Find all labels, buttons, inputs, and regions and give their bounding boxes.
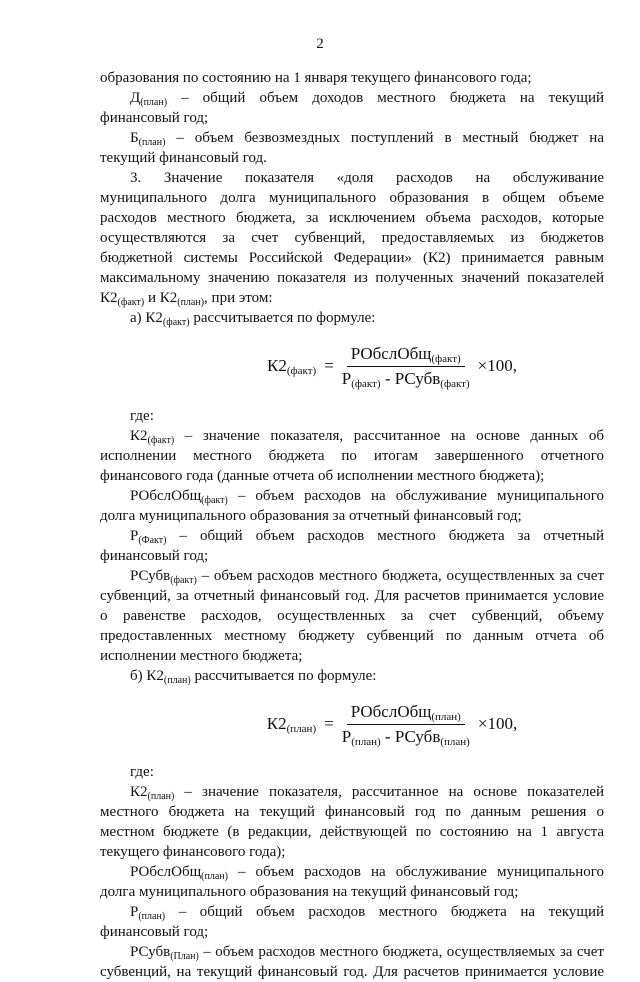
definition-b-plan: $Б_{(план)}$ – объем безвозмездных поступлений в местный бюджет на [130, 130, 604, 148]
paragraph-3-line: муниципального долга муниципального образования в общем объеме [100, 190, 604, 206]
definition-robsl-fact: РОбслОбщ$_{(факт)}$ – объем расходов на обслуживание муниципального [130, 488, 604, 506]
paragraph-3-line: осуществляются за счет субвенций, предоставляемых из бюджетов [100, 230, 604, 246]
text-line: о равенстве расходов, осуществленных за счет субвенций, объему [100, 608, 604, 624]
text-line: образования по состоянию на 1 января текущего финансового года; [100, 70, 532, 86]
document-body [100, 68, 604, 982]
definition-r-fact: $Р_{(Факт)}$ – общий объем расходов местного бюджета за отчетный [130, 528, 604, 546]
where-label: где: [130, 408, 154, 424]
formula-numerator: РОбслОбщ$_{(факт)}$ [347, 344, 465, 367]
text-line: местном бюджете (в редакции, действующей по состоянию на 1 августа [100, 824, 604, 840]
text-line: местного бюджета на текущий финансовый год по данным решения о [100, 804, 604, 820]
definition-rsubv-plan: РСубв$_{(План)}$ – объем расходов местного бюджета, осуществляемых за счет [130, 944, 604, 962]
text-line: исполнении местного бюджета по итогам завершенного отчетного [100, 448, 604, 464]
paragraph-3-line: $К2_{(факт)}$ и $К2_{(план)}$, при этом: [100, 290, 273, 308]
formula-k2-fact: $К2_{(факт)}$ = $\frac{РОбслОбщ_{(факт)}}{Р_{(факт)} - РСубв_{(факт)}}$ ×100, [267, 343, 517, 390]
text-line: долга муниципального образования за отчетный финансовый год; [100, 508, 522, 524]
paragraph-3-line: бюджетной системы Российской Федерации» (К2) принимается равным [100, 250, 604, 266]
formula-numerator: РОбслОбщ$_{(план)}$ [347, 702, 465, 725]
definition-r-plan: $Р_{(план)}$ – общий объем расходов местного бюджета на текущий [130, 904, 604, 922]
where-label: где: [130, 764, 154, 780]
text-line: субвенций, за отчетный финансовый год. Для расчетов принимается условие [100, 588, 604, 604]
formula-fraction [338, 702, 474, 747]
page-number: 2 [316, 36, 324, 52]
item-b-heading: б) $К2_{(план)}$ рассчитывается по формуле: [130, 668, 377, 686]
formula-denominator: $Р_{(факт)}$ - РСубв$_{(факт)}$ [341, 368, 470, 390]
formula-fraction [338, 344, 474, 389]
text-line: финансовый год; [100, 924, 209, 940]
definition-k2-fact: $К2_{(факт)}$ – значение показателя, рассчитанное на основе данных об [130, 428, 604, 446]
text-line: текущий финансовый год. [100, 150, 267, 166]
paragraph-3-line: 3. Значение показателя «доля расходов на обслуживание [130, 170, 604, 186]
definition-d-plan: $Д_{(план)}$ – общий объем доходов местного бюджета на текущий [130, 90, 604, 108]
text-line: финансового года (данные отчета об исполнении местного бюджета); [100, 468, 545, 484]
definition-rsubv-fact: РСубв$_{(факт)}$ – объем расходов местного бюджета, осуществленных за счет [130, 568, 604, 586]
text-line: субвенций, на текущий финансовый год. Для расчетов принимается условие [100, 964, 604, 980]
text-line: текущего финансового года); [100, 844, 286, 860]
definition-robsl-plan: РОбслОбщ$_{(план)}$ – объем расходов на обслуживание муниципального [130, 864, 604, 882]
item-a-heading: а) $К2_{(факт)}$ рассчитывается по формуле: [130, 310, 376, 328]
text-line: долга муниципального образования на текущий финансовый год; [100, 884, 519, 900]
text-line: предоставленных местному бюджету субвенций по данным отчета об [100, 628, 604, 644]
text-line: финансовый год; [100, 110, 209, 126]
paragraph-3-line: максимальному значению показателя из полученных значений показателей [100, 270, 604, 286]
definition-k2-plan: $К2_{(план)}$ – значение показателя, рассчитанное на основе показателей [130, 784, 604, 802]
text-line: исполнении местного бюджета; [100, 648, 303, 664]
paragraph-3-line: расходов местного бюджета, за исключением объема расходов, которые [100, 210, 604, 226]
formula-denominator: $Р_{(план)}$ - РСубв$_{(план)}$ [341, 726, 470, 748]
formula-k2-plan: $К2_{(план)}$ = $\frac{РОбслОбщ_{(план)}}{Р_{(план)} - РСубв_{(план)}}$ ×100, [266, 701, 518, 748]
text-line: финансовый год; [100, 548, 209, 564]
